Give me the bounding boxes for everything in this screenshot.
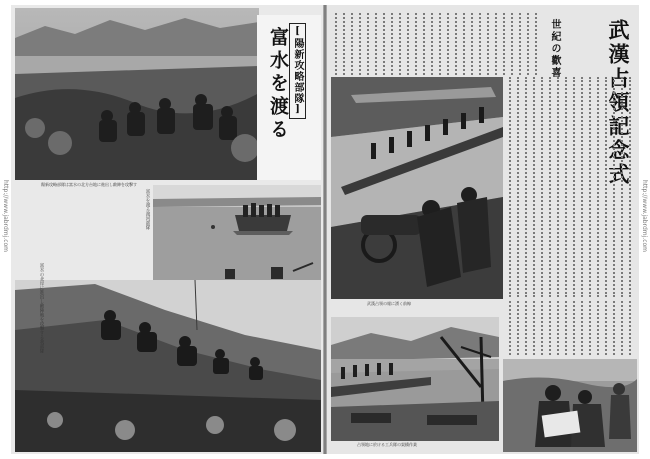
left-page — [11, 5, 323, 454]
caption-top-right-photo: 武漢占領の報に湧く前線 — [367, 301, 411, 306]
photo-river-crossing — [153, 185, 321, 282]
article-text-top — [333, 13, 539, 75]
photo-artillery-bridge — [331, 77, 503, 299]
headline-box — [257, 15, 321, 180]
article-text-lower — [507, 301, 635, 355]
article-title: 武漢占領記念式 — [606, 19, 631, 187]
right-page — [327, 5, 639, 454]
magazine-spread — [11, 5, 639, 454]
caption-bottom-photo: 富水の北岸に進出し敵陣地を攻撃する我部隊 — [39, 263, 44, 353]
headline-subtitle: [陽新攻略部隊] — [289, 23, 306, 119]
article-text-right — [507, 77, 635, 297]
article-kicker: 世紀の歡喜 — [549, 19, 560, 79]
photo-bridge-construction — [331, 317, 499, 441]
photo-soldiers-hillside — [15, 8, 259, 180]
watermark-right: http://www.jabrdmj.com — [641, 180, 648, 253]
caption-bottom-right-photo: 占領地に於ける工兵隊の架橋作業 — [357, 442, 417, 447]
photo-soldiers-slope — [15, 280, 321, 452]
photo-officers-map — [503, 359, 637, 452]
caption-top-photo: 陽新攻略部隊は富水の北方台地に進出し敵陣を攻撃す — [41, 182, 137, 187]
watermark-left: http://www.jabrdmj.com — [2, 180, 9, 253]
caption-middle-photo: 富水を渡る渡河部隊 — [145, 189, 150, 230]
headline-title: 富水を渡る — [267, 27, 289, 142]
